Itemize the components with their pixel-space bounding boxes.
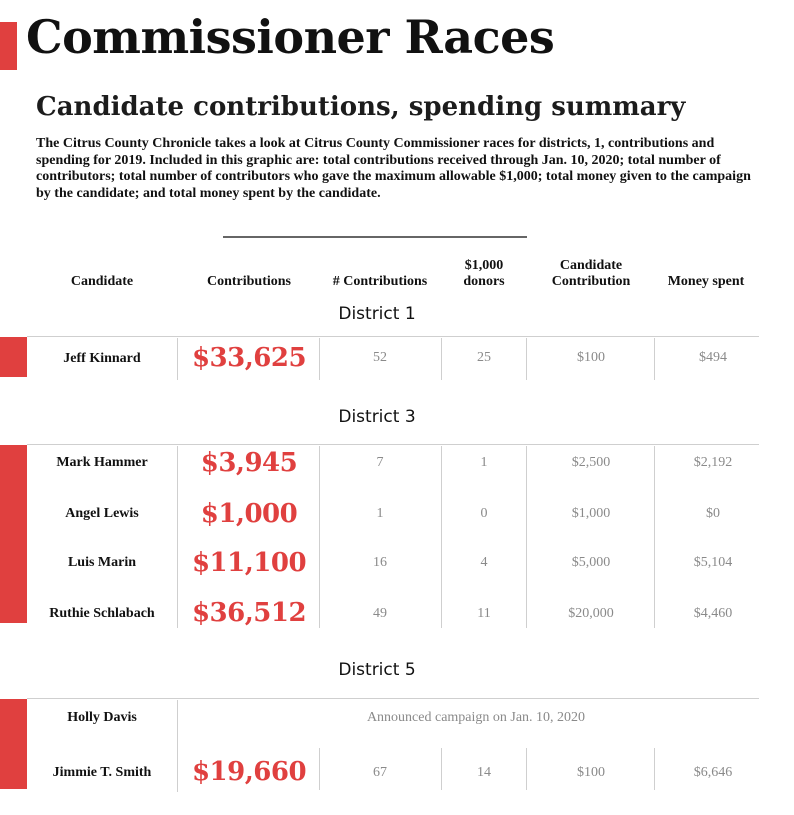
header-num-contributions: # Contributions [332, 274, 428, 289]
district-accent-bar [0, 699, 27, 789]
contributions-amount: $33,625 [191, 343, 307, 373]
num-contributions: 7 [376, 455, 384, 470]
candidate-contribution: $20,000 [568, 606, 614, 621]
candidate-name: Angel Lewis [65, 506, 139, 521]
divider [27, 336, 759, 337]
candidate-name: Ruthie Schlabach [49, 606, 155, 621]
num-contributions: 1 [376, 506, 384, 521]
column-divider [441, 446, 442, 628]
money-spent: $494 [699, 350, 727, 365]
candidate-contribution: $5,000 [571, 555, 611, 570]
contributions-amount: $36,512 [191, 598, 307, 628]
donors-count: 11 [477, 606, 491, 621]
column-divider [441, 748, 442, 790]
candidate-contribution: $1,000 [571, 506, 611, 521]
title-accent-bar [0, 22, 17, 70]
candidate-name: Mark Hammer [56, 455, 148, 470]
num-contributions: 67 [373, 765, 387, 780]
district-heading: District 1 [338, 304, 416, 324]
column-divider [526, 446, 527, 628]
money-spent: $5,104 [693, 555, 733, 570]
district-accent-bar [0, 337, 27, 377]
money-spent: $6,646 [693, 765, 733, 780]
num-contributions: 49 [373, 606, 387, 621]
page-subtitle: Candidate contributions, spending summary [36, 92, 686, 122]
contributions-amount: $11,100 [191, 548, 307, 578]
donors-count: 0 [480, 506, 488, 521]
candidate-name: Jeff Kinnard [63, 351, 141, 366]
description-text: The Citrus County Chronicle takes a look at Citrus County Commissioner races for districts, 1, contributions and spending for 2019. Included in this graphic are: total contributions received through Jan. 10, 2020; total number of contributors; total number of contributors who gave the maximum allowable $1,000; total money given to the campaign by the candidate; and total money spent by the candidate. [36, 136, 751, 201]
header-divider [223, 236, 527, 238]
header-money-spent: Money spent [667, 274, 745, 289]
donors-count: 4 [480, 555, 488, 570]
candidate-contribution: $2,500 [571, 455, 611, 470]
money-spent: $2,192 [693, 455, 733, 470]
candidate-name: Holly Davis [67, 710, 137, 725]
header-candidate: Candidate [70, 274, 134, 289]
num-contributions: 16 [373, 555, 387, 570]
donors-count: 1 [480, 455, 488, 470]
column-divider [654, 446, 655, 628]
money-spent: $4,460 [693, 606, 733, 621]
page-title: Commissioner Races [26, 10, 555, 64]
header-contributions: Contributions [206, 274, 292, 289]
district-heading: District 3 [338, 407, 416, 427]
candidate-contribution: $100 [577, 765, 605, 780]
divider [27, 444, 759, 445]
contributions-amount: $1,000 [200, 499, 298, 529]
column-divider [441, 338, 442, 380]
header-1000-donors: $1,000 donors [463, 258, 505, 289]
district-accent-bar [0, 445, 27, 623]
divider [27, 698, 759, 699]
candidate-name: Jimmie T. Smith [52, 765, 152, 780]
campaign-note: Announced campaign on Jan. 10, 2020 [366, 710, 586, 725]
donors-count: 25 [477, 350, 491, 365]
district-heading: District 5 [338, 660, 416, 680]
money-spent: $0 [706, 506, 720, 521]
candidate-name: Luis Marin [67, 555, 137, 570]
donors-count: 14 [477, 765, 491, 780]
num-contributions: 52 [373, 350, 387, 365]
contributions-amount: $19,660 [191, 757, 307, 787]
contributions-amount: $3,945 [200, 448, 298, 478]
candidate-contribution: $100 [577, 350, 605, 365]
header-candidate-contribution: Candidate Contribution [551, 258, 631, 289]
